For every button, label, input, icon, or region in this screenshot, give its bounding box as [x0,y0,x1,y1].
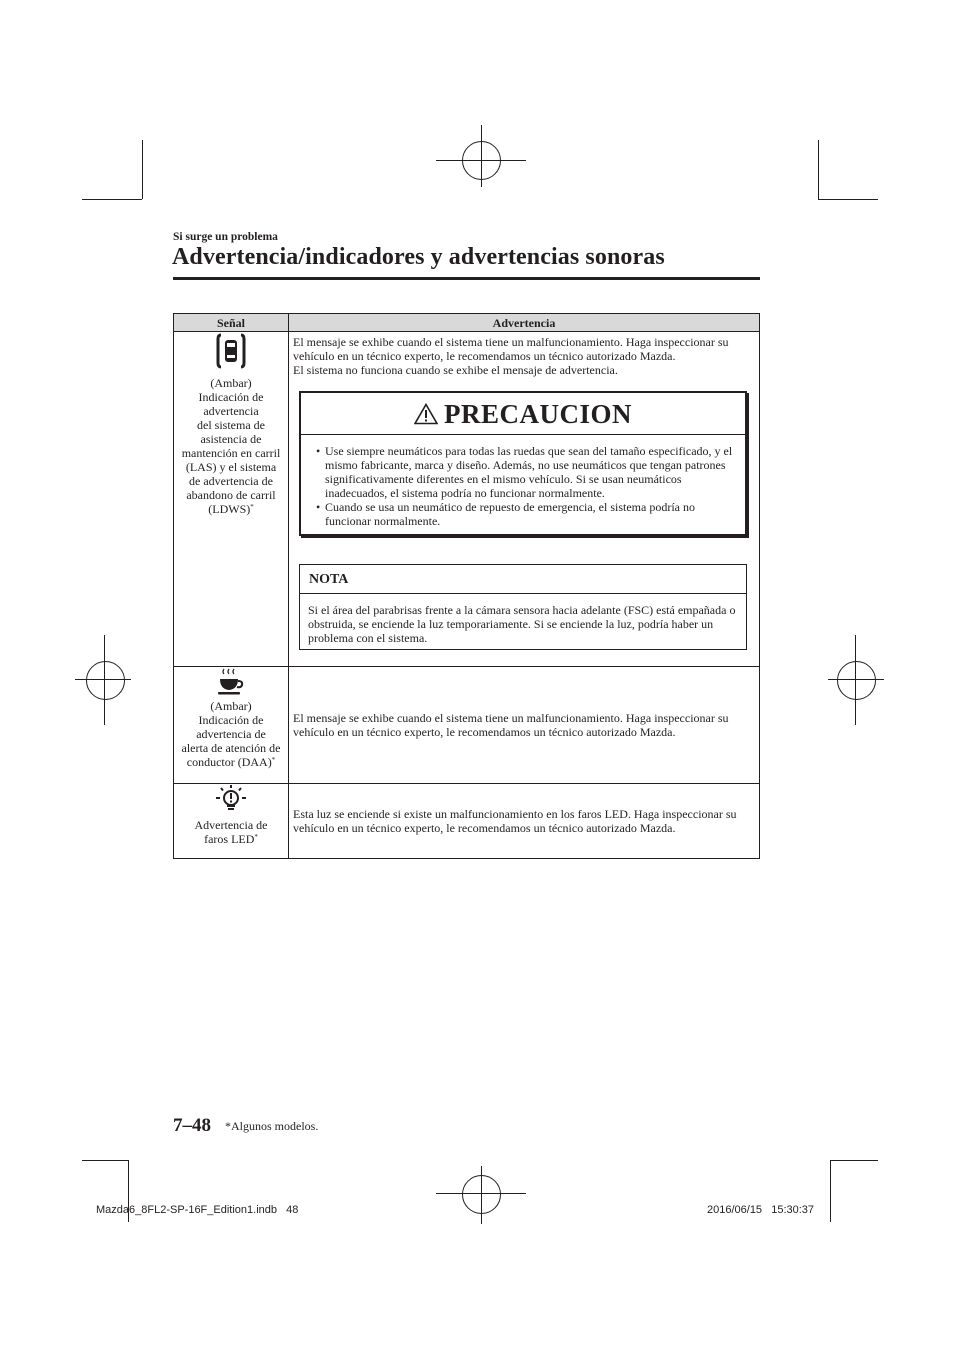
caution-box [299,391,747,536]
warning-text: El sistema no funciona cuando se exhibe el mensaje de advertencia. [293,363,618,377]
signal-label: asistencia de [200,432,262,446]
signal-label: alerta de atención de [181,741,281,755]
warning-table [173,313,760,859]
warning-text: El mensaje se exhibe cuando el sistema tiene un malfuncionamiento. Haga inspeccionar su vehículo en un técnico experto, le recomendamos un técnico autorizado Mazda. [293,710,729,739]
lane-assist-icon [216,332,246,370]
table-row [174,332,760,667]
warning-cell [289,667,760,784]
signal-label: advertencia [203,404,259,418]
note-box [299,564,747,650]
asterisk: * [254,833,258,841]
table-row [174,667,760,784]
page-number: 7–48 [173,1115,211,1136]
warning-text: Esta luz se enciende si existe un malfuncionamiento en los faros LED. Haga inspeccionar su vehículo en un técnico experto, le recomendamos un técnico autorizado Mazda. [293,806,737,835]
signal-cell [174,332,289,667]
signal-label: del sistema de [197,418,265,432]
coffee-cup-icon [214,667,248,697]
signal-cell [174,784,289,859]
signal-label: Indicación de [198,713,264,727]
bullet-mark: • [316,444,321,458]
section-heading: Si surge un problema [173,231,278,243]
bullet-mark: • [316,500,321,514]
page-title: Advertencia/indicadores y advertencias sonoras [172,244,665,270]
warning-text: El mensaje se exhibe cuando el sistema tiene un malfuncionamiento. Haga inspeccionar su vehículo en un técnico experto, le recomendamos un técnico autorizado Mazda. [293,335,729,363]
file-name: Mazda6_8FL2-SP-16F_Edition1.indb 48 [96,1204,299,1216]
list-item: • Use siempre neumáticos para todas las ruedas que sean del tamaño especificado, y el mismo fabricante, marca y diseño. Además, no use neumáticos que tengan patrones significativamente diferentes en el mismo vehículo. Si se usan neumáticos inadecuados, el sistema podría no funcionar normalmente. [316,444,733,500]
signal-label: advertencia de [196,727,266,741]
signal-cell [174,667,289,784]
column-header-warning: Advertencia [289,314,760,332]
signal-label: mantención en carril [181,446,281,460]
asterisk: * [271,756,276,764]
signal-label: conductor (DAA)* [186,755,276,769]
signal-label: (Ambar) [210,699,252,713]
footnote: *Algunos modelos. [225,1119,319,1133]
table-header-row [174,314,760,332]
signal-label: (Ambar) [210,376,252,390]
caution-header [301,393,745,435]
asterisk: * [250,503,254,511]
warning-cell [289,332,760,667]
signal-label: Advertencia de [194,818,268,832]
column-header-signal: Señal [174,314,289,332]
signal-label: abandono de carril [186,488,276,502]
title-rule [173,277,760,280]
note-title: NOTA [300,565,746,594]
list-item: • Cuando se usa un neumático de repuesto de emergencia, el sistema podría no funcionar normalmente. [316,500,695,528]
note-text: Si el área del parabrisas frente a la cámara sensora hacia adelante (FSC) está empañada o obstruida, se enciende la luz temporariamente. Si se enciende la luz, podría haber un problema con el sistema. [308,603,736,645]
signal-label: de advertencia de [189,474,273,488]
signal-label: (LDWS)* [208,502,254,516]
signal-label: Indicación de [198,390,264,404]
warning-cell [289,784,760,859]
signal-label: faros LED* [204,832,258,846]
caution-body [301,435,745,534]
signal-label: (LAS) y el sistema [185,460,277,474]
warning-triangle-icon [414,403,438,425]
caution-title: PRECAUCION [443,398,632,429]
led-headlight-warning-icon [213,784,249,814]
table-row [174,784,760,859]
print-timestamp: 2016/06/15 15:30:37 [707,1204,815,1216]
